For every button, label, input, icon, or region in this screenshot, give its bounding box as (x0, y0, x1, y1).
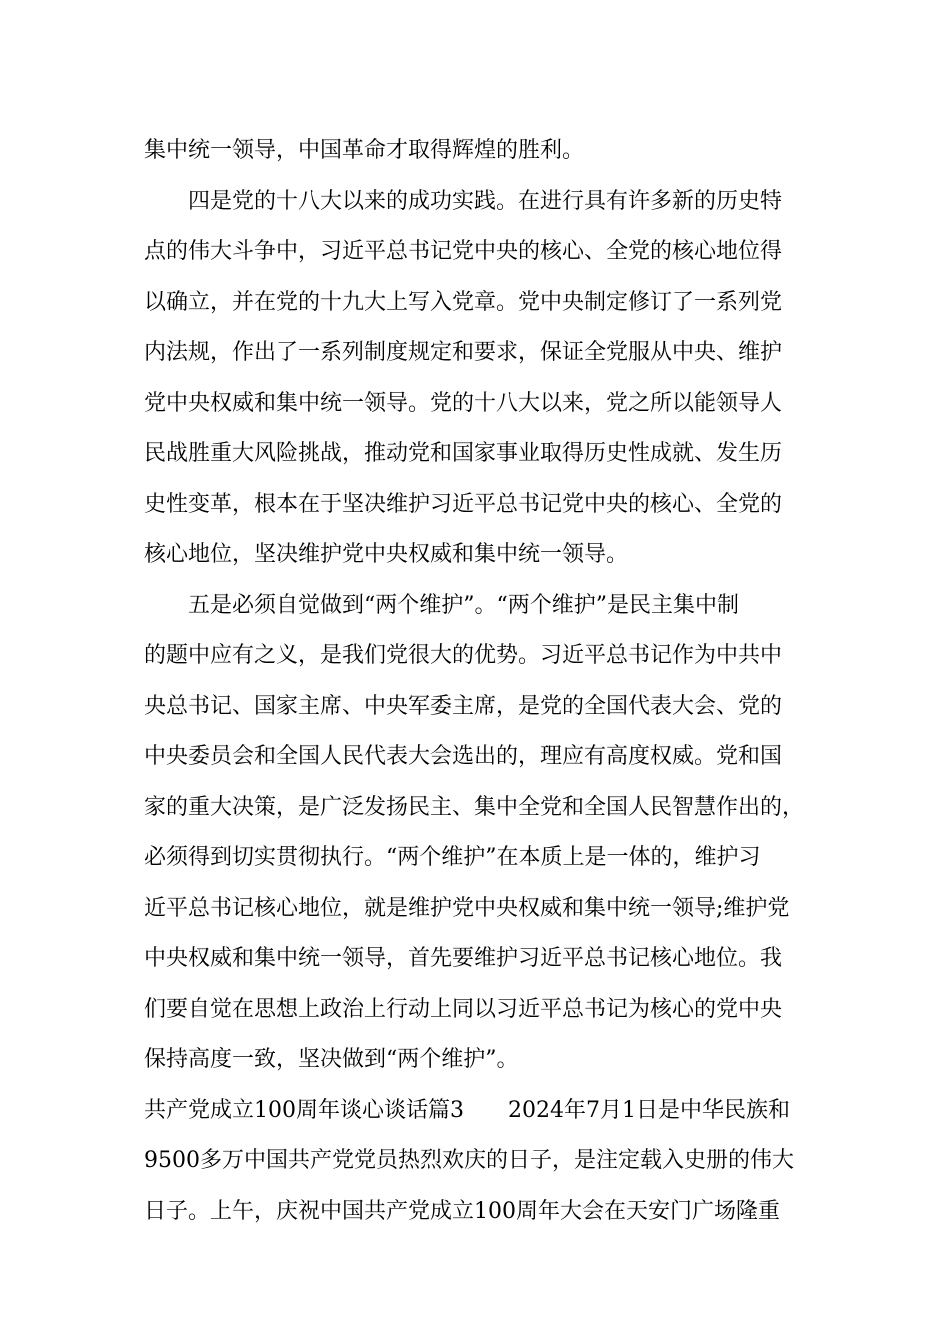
text-line: 点的伟大斗争中，习近平总书记党中央的核心、全党的核心地位得 (144, 239, 783, 264)
document-body (144, 126, 810, 1237)
text-line: 中央权威和集中统一领导，首先要维护习近平总书记核心地位。我 (144, 946, 783, 971)
text-line: 保持高度一致，坚决做到“两个维护”。 (144, 1047, 519, 1072)
text-line: 民战胜重大风险挑战，推动党和国家事业取得历史性成就、发生历 (144, 441, 783, 466)
text-line: 核心地位，坚决维护党中央权威和集中统一领导。 (144, 542, 629, 567)
text-line: 近平总书记核心地位，就是维护党中央权威和集中统一领导;维护党 (144, 895, 790, 921)
text-line: 史性变革，根本在于坚决维护习近平总书记党中央的核心、全党的 (144, 491, 783, 517)
paragraph-1 (144, 126, 810, 177)
text-line: 9500多万中国共产党党员热烈欢庆的日子，是注定载入史册的伟大 (144, 1148, 794, 1173)
text-line: 五是必须自觉做到“两个维护”。“两个维护”是民主集中制 (188, 592, 739, 618)
text-line: 的题中应有之义，是我们党很大的优势。习近平总书记作为中共中 (144, 643, 783, 668)
text-line: 央总书记、国家主席、中央军委主席，是党的全国代表大会、党的 (144, 693, 783, 719)
paragraph-4 (144, 1086, 810, 1238)
text-line: 们要自觉在思想上政治上行动上同以习近平总书记为核心的党中央 (144, 996, 783, 1022)
text-line: 必须得到切实贯彻执行。“两个维护”在本质上是一体的，维护习 (144, 845, 761, 870)
text-line: 内法规，作出了一系列制度规定和要求，保证全党服从中央、维护 (144, 340, 783, 365)
text-line: 日子。上午，庆祝中国共产党成立100周年大会在天安门广场隆重 (144, 1198, 780, 1224)
text-line: 集中统一领导，中国革命才取得辉煌的胜利。 (144, 138, 585, 163)
text-line: 共产党成立100周年谈心谈话篇3 2024年7月1日是中华民族和 (144, 1097, 790, 1123)
paragraph-2 (144, 177, 810, 581)
paragraph-3 (144, 581, 810, 1086)
text-line: 党中央权威和集中统一领导。党的十八大以来，党之所以能领导人 (144, 390, 783, 416)
text-line: 四是党的十八大以来的成功实践。在进行具有许多新的历史特 (188, 188, 783, 214)
text-line: 中央委员会和全国人民代表大会选出的，理应有高度权威。党和国 (144, 744, 783, 769)
text-line: 家的重大决策，是广泛发扬民主、集中全党和全国人民智慧作出的， (144, 794, 805, 820)
text-line: 以确立，并在党的十九大上写入党章。党中央制定修订了一系列党 (144, 289, 783, 315)
